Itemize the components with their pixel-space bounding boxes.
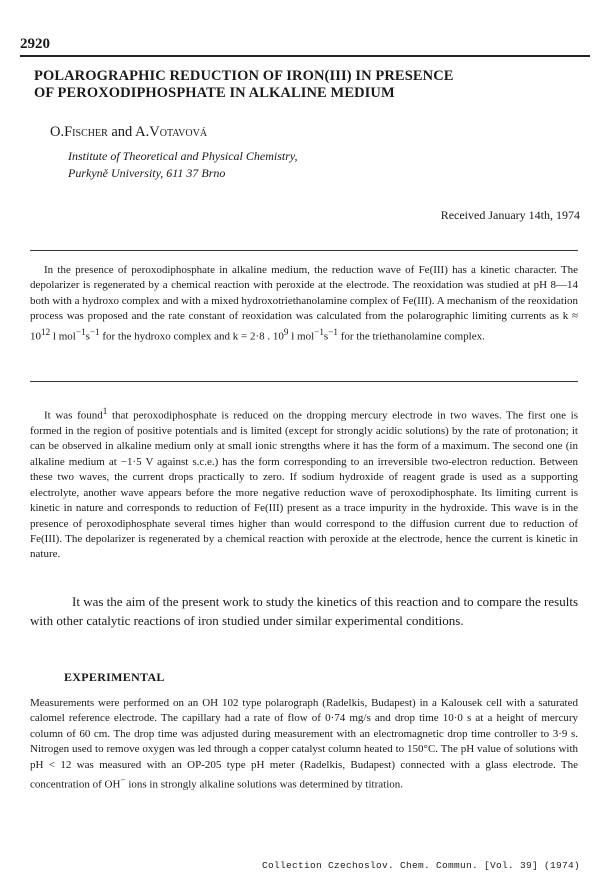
received-date: Received January 14th, 1974: [440, 208, 580, 222]
author-2-surname: Votavová: [149, 124, 208, 140]
author-2-initial: A.: [135, 124, 150, 140]
abstract-text-6: s: [323, 330, 329, 343]
affiliation-line-2: Purkyně University, 611 37 Brno: [68, 166, 226, 180]
experimental-text-1: Measurements were performed on an OH 102 type polarograph (Radelkis, Budapest) in a Kalousek cell with a saturated calomel reference electrode. The capillary had a rate of flow of 0·74 mg/s and drop time 10·0 s at a height of mercury column of 60 cm. The drop time was adjusted during measurement with an electromagnetic drop time controller to 3·9 s. Nitrogen used to remove oxygen was led through a copper catalyst column heated to 150°C. The pH value of solutions with pH < 12 was measured with an OP-205 type pH meter (Radelkis, Budapest) connected with a glass electrode. The concentration of OH: [30, 697, 578, 791]
experimental-text-2: ions in strongly alkaline solutions was determined by titration.: [125, 778, 403, 791]
abstract-exponent: −1: [89, 326, 100, 337]
abstract-exponent: −1: [328, 326, 338, 337]
abstract-text-7: for the triethanolamine complex.: [337, 330, 485, 343]
affiliation-line-1: Institute of Theoretical and Physical Chemistry,: [68, 149, 298, 163]
author-1-surname: Fischer: [64, 124, 108, 140]
abstract: [30, 263, 578, 345]
abstract-exponent: −1: [314, 326, 324, 337]
experimental-paragraph: [30, 696, 578, 793]
title-line-1: POLAROGRAPHIC REDUCTION OF IRON(III) IN PRESENCE: [34, 68, 454, 84]
author-1-initial: O.: [50, 124, 65, 140]
intro-paragraph: [30, 404, 578, 563]
abstract-text-3: s: [85, 330, 90, 343]
journal-footer: Collection Czechoslov. Chem. Commun. [Vol. 39] (1974): [261, 860, 580, 871]
abstract-top-rule: [30, 250, 578, 251]
author-conjunction: and: [111, 124, 133, 140]
abstract-exponent: 12: [41, 326, 51, 337]
experimental-superscript: −: [120, 775, 126, 786]
abstract-text-2: l mol: [50, 330, 76, 343]
footnote-ref: 1: [102, 406, 108, 416]
header-rule: [20, 55, 590, 57]
authors: [50, 124, 207, 141]
abstract-text-5: l mol: [288, 330, 315, 343]
abstract-text-4: for the hydroxo complex and k = 2·8 . 10: [99, 330, 284, 343]
title-line-2: OF PEROXODIPHOSPHATE IN ALKALINE MEDIUM: [34, 85, 395, 101]
abstract-text-1: In the presence of peroxodiphosphate in alkaline medium, the reduction wave of Fe(III) has a kinetic character. The depolarizer is regenerated by a chemical reaction with peroxide at the electrode. The reoxidation was studied at pH 8—14 both with a hydroxo complex and with a mixed hydroxotriethanolamine complex of Fe(III). A mechanism of the reoxidation process was proposed and the rate constant of reoxidation was calculated from the polarographic limiting currents as k ≈ 10: [30, 264, 578, 343]
abstract-bottom-rule: [30, 381, 578, 382]
abstract-exponent: 9: [283, 326, 289, 337]
section-heading-experimental: EXPERIMENTAL: [64, 670, 165, 684]
article-title: [34, 68, 574, 102]
intro-text-1: It was found: [44, 409, 103, 422]
intro-text-2: that peroxodiphosphate is reduced on the dropping mercury electrode in two waves. The first one is formed in the region of positive potentials and is limited (except for strongly acidic solutions) by the rate of protonation; it can be observed in alkaline medium only at small ionic strengths where it has the form of a maximum. The second one (in alkaline medium at −1·5 V against s.c.e.) has the form corresponding to an irreversible two-electron reduction. Between these two waves, the current drops practically to zero. If sodium hydroxide of reagent grade is used as a supporting electrolyte, another wave appears before the more negative reduction wave of peroxodiphosphate. Its limiting current is kinetic in nature and corresponds to reduction of Fe(III) present as a trace impurity in the hydroxide. This wave is in the presence of peroxodiphosphate several times higher than would correspond to the diffusion current due to reduction of Fe(III). The depolarizer is regenerated by a chemical reaction with peroxide at the electrode, hence the current is kinetic in nature.: [30, 409, 578, 561]
affiliation: [68, 148, 298, 182]
page-number: 2920: [20, 36, 50, 52]
abstract-exponent: −1: [75, 326, 86, 337]
aim-paragraph: It was the aim of the present work to study the kinetics of this reaction and to compare the results with other catalytic reactions of iron studied under similar experimental conditions.: [30, 594, 578, 628]
